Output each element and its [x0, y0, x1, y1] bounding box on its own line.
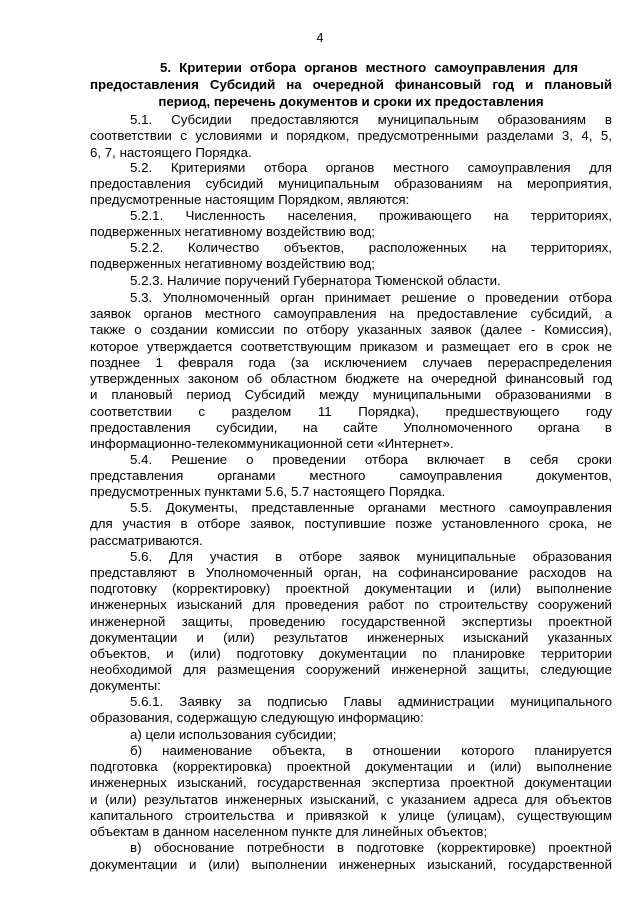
text-line: 5.2.2. Количество объектов, расположенных на территориях, [130, 240, 612, 255]
text-line: в) обоснование потребности в подготовке (корректировке) проектной [130, 840, 612, 855]
text-line: предусмотренные настоящим Порядком, являются: [90, 192, 410, 207]
text-line: позднее 1 февраля года (за исключением случаев перераспределения [90, 355, 612, 370]
text-line: документации и (или) результатов инженерных изысканий указанных [90, 630, 612, 645]
text-line: объектам в данном населенном пункте для линейных объектов; [90, 824, 488, 839]
text-line: 5.2.1. Численность населения, проживающего на территориях, [130, 208, 612, 223]
text-line: объектов, и (или) подготовку документации по планировке территории [90, 646, 612, 661]
text-line: и плановый период Субсидий между муниципальными образованиями в [90, 387, 612, 402]
text-line: предусмотренных пунктами 5.6, 5.7 настоящего Порядка. [90, 484, 446, 499]
text-line: 5.5. Документы, представленные органами местного самоуправления [130, 500, 612, 515]
text-line: подготовку (корректировку) проектной документации и (или) выполнение [90, 581, 612, 596]
text-line: 6, 7, настоящего Порядка. [90, 145, 252, 160]
text-line: представления органами местного самоуправления документов, [90, 468, 612, 483]
text-line: и (или) результатов инженерных изысканий, с указанием адреса для объектов [90, 792, 612, 807]
text-line: а) цели использования субсидии; [130, 727, 337, 742]
text-line: соответствии с разделом 11 Порядка), предшествующего году [90, 404, 612, 419]
text-line: 5.1. Субсидии предоставляются муниципальным образованиям в [130, 112, 612, 127]
text-line: рассматриваются. [90, 533, 203, 548]
text-line: предоставления субсидии, на сайте Уполномоченного органа в [90, 420, 612, 435]
text-line: соответствии с условиями и порядком, предусмотренными разделами 3, 4, 5, [90, 128, 612, 143]
text-line: документации и (или) выполнении инженерных изысканий, государственной [90, 857, 612, 872]
text-line: представляют в Уполномоченный орган, на софинансирование расходов на [90, 565, 612, 580]
text-line: которое утверждается соответствующим приказом и размещает его в срок не [90, 339, 612, 354]
text-line: информационно-телекоммуникационной сети «Интернет». [90, 436, 454, 451]
text-line: заявок органов местного самоуправления на предоставление субсидий, а [90, 306, 612, 321]
heading-line: 5. Критерии отбора органов местного самоуправления для [160, 60, 578, 75]
text-line: предоставления субсидий муниципальным образованиям на мероприятия, [90, 176, 612, 191]
text-line: документы: [90, 678, 161, 693]
text-line: 5.2.3. Наличие поручений Губернатора Тюменской области. [130, 273, 501, 288]
text-line: инженерных изысканий для проведения работ по строительству сооружений [90, 597, 612, 612]
text-line: б) наименование объекта, в отношении которого планируется [130, 743, 612, 758]
page-number: 4 [316, 31, 324, 45]
text-line: для участия в отборе заявок, поступившие позже установленного срока, не [90, 516, 612, 531]
text-line: подготовка (корректировка) проектной документации и (или) выполнение [90, 759, 612, 774]
text-line: инженерных изысканий, государственная экспертиза проектной документации [90, 775, 612, 790]
text-line: инженерной защиты, проведению государственной экспертизы проектной [90, 614, 612, 629]
heading-line: период, перечень документов и сроки их предоставления [158, 94, 544, 109]
text-line: образования, содержащую следующую информацию: [90, 710, 424, 725]
text-line: 5.4. Решение о проведении отбора включает в себя сроки [130, 452, 612, 467]
heading-line: предоставления Субсидий на очередной финансовый год и плановый [90, 77, 612, 92]
text-line: необходимой для размещения сооружений инженерной защиты, следующие [90, 662, 612, 677]
text-line: утвержденных законом об областном бюджете на очередной финансовый год [90, 371, 612, 386]
text-line: 5.6.1. Заявку за подписью Главы администрации муниципального [130, 694, 612, 709]
text-line: также о создании комиссии по отбору указанных заявок (далее - Комиссия), [90, 322, 612, 337]
text-line: 5.2. Критериями отбора органов местного самоуправления для [130, 160, 612, 175]
text-line: подверженных негативному воздействию вод; [90, 224, 375, 239]
text-line: капитального строительства и привязкой к улице (улицам), существующим [90, 808, 612, 823]
text-line: 5.6. Для участия в отборе заявок муниципальные образования [130, 549, 612, 564]
text-line: подверженных негативному воздействию вод; [90, 256, 375, 271]
text-line: 5.3. Уполномоченный орган принимает решение о проведении отбора [130, 290, 612, 305]
